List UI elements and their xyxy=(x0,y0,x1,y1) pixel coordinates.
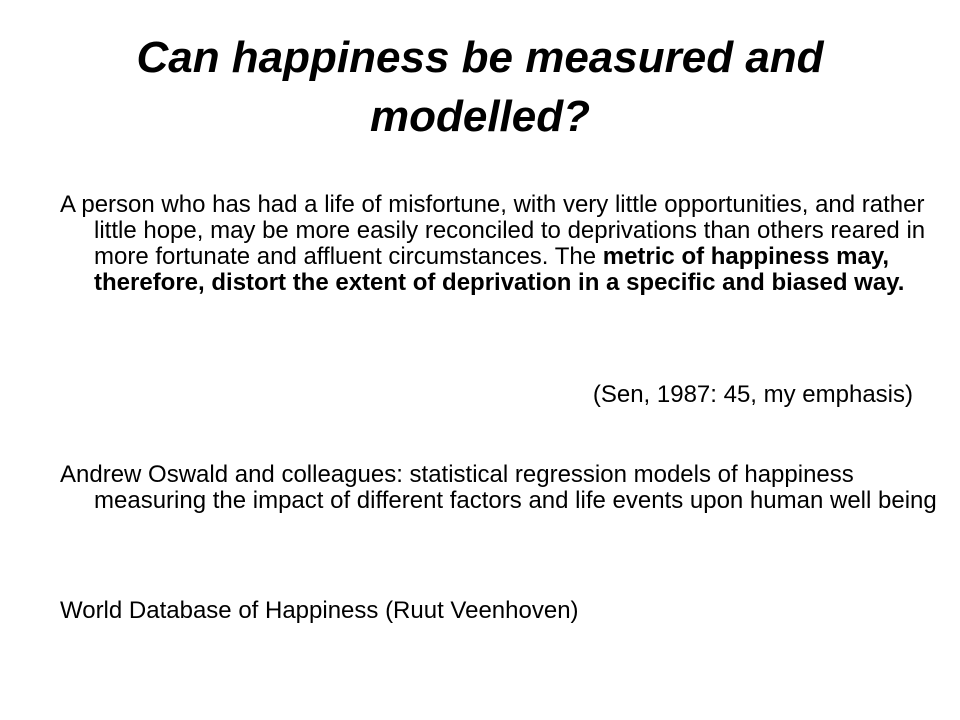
sen-quote xyxy=(60,192,954,296)
database-paragraph: World Database of Happiness (Ruut Veenhoven) xyxy=(60,597,579,624)
quote-text: A person who has had a life of misfortune, with very little opportunities, and rather little hope, may be more easily reconciled to deprivations than others reared in more fortunate and affluent circumstances. The xyxy=(60,191,926,270)
quote-citation: (Sen, 1987: 45, my emphasis) xyxy=(592,381,913,408)
quote-emphasis: metric of happiness may, therefore, distort the extent of deprivation in a specific and biased way. xyxy=(94,243,905,296)
slide-title: Can happiness be measured and modelled? xyxy=(136,33,824,141)
oswald-paragraph: Andrew Oswald and colleagues: statistical regression models of happiness measuring the impact of different factors and life events upon human well being xyxy=(60,461,937,514)
